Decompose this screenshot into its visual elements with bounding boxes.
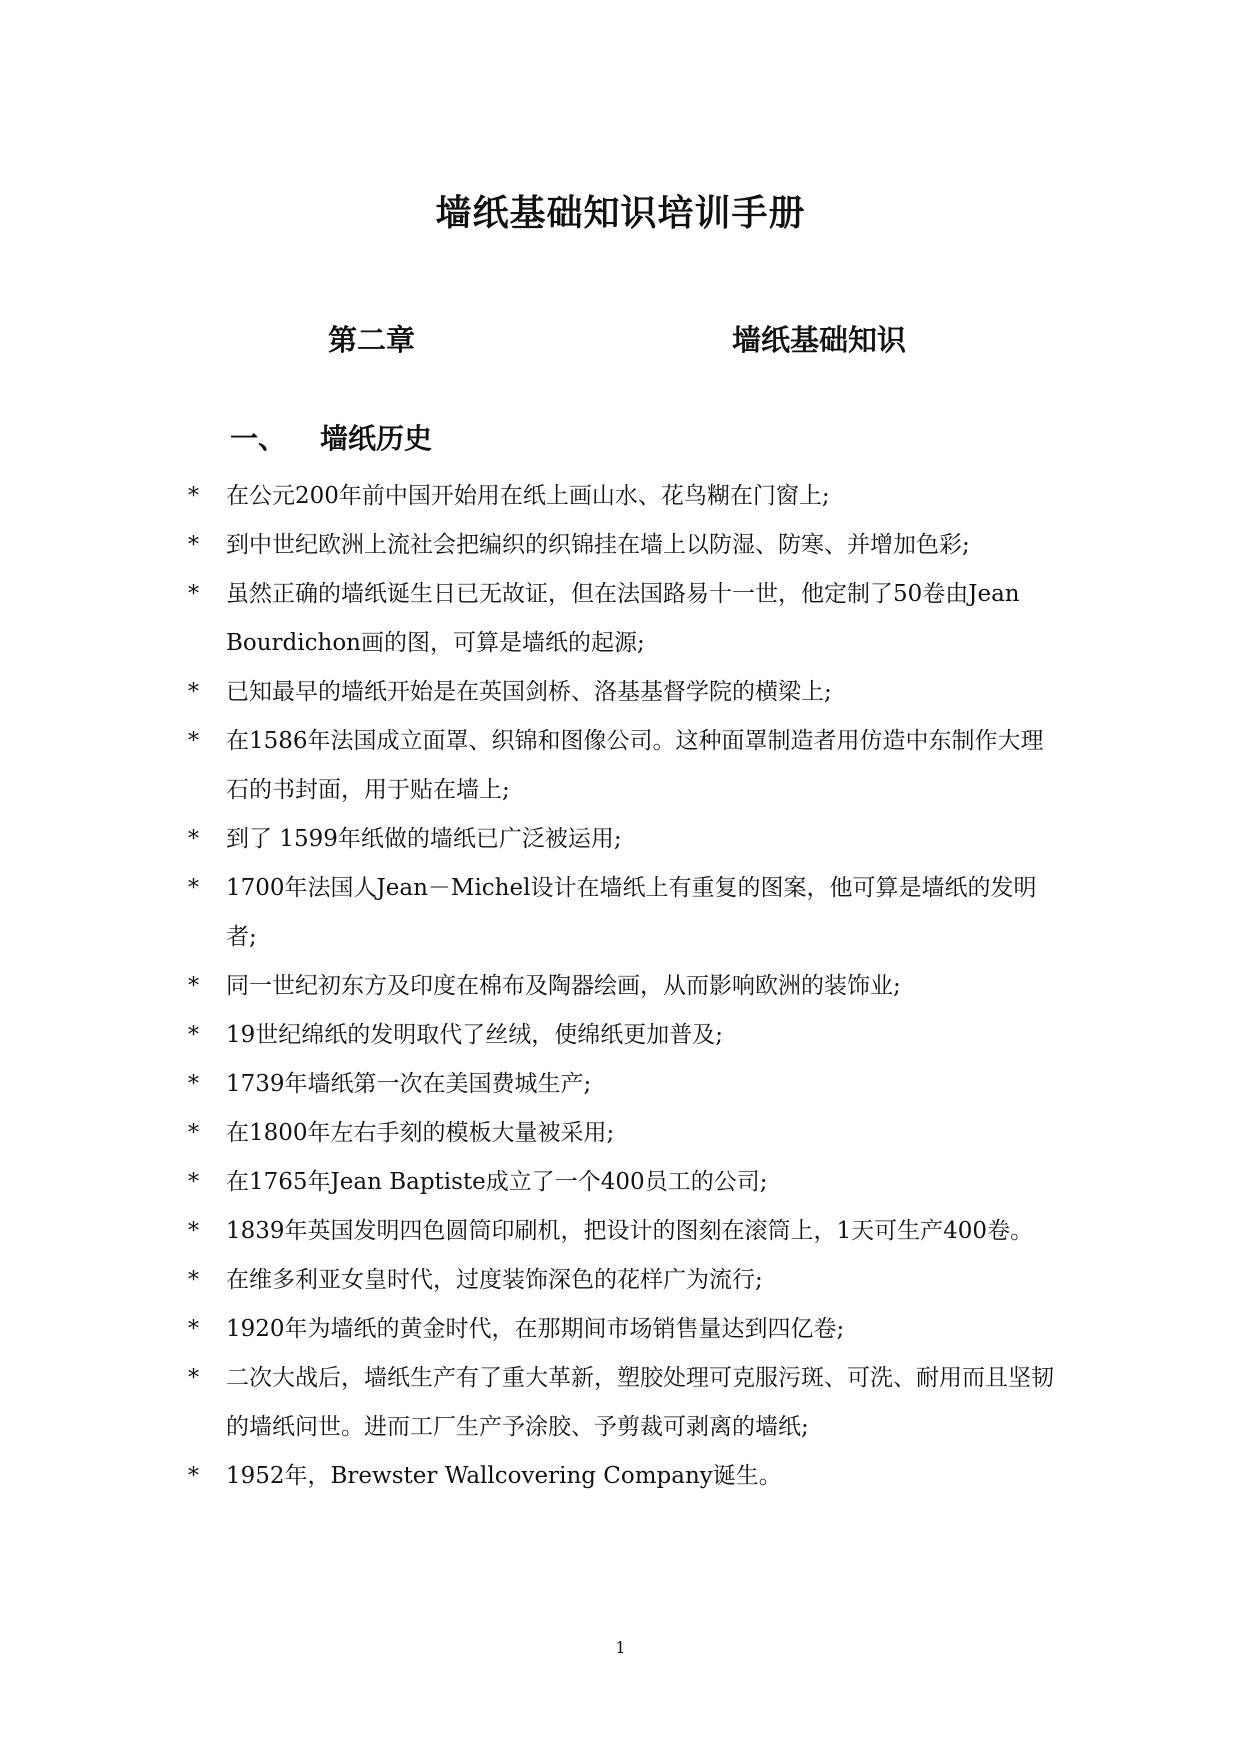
history-item-text: 在1586年法国成立面罩、织锦和图像公司。这种面罩制造者用仿造中东制作大理石的书封面，用于贴在墙上; bbox=[226, 728, 1044, 803]
history-item-text: 同一世纪初东方及印度在棉布及陶器绘画，从而影响欧洲的装饰业; bbox=[226, 973, 901, 999]
history-item-13 bbox=[188, 1207, 1058, 1256]
history-item-text: 1739年墙纸第一次在美国费城生产; bbox=[226, 1071, 592, 1097]
history-item-text: 19世纪绵纸的发明取代了丝绒，使绵纸更加普及; bbox=[226, 1022, 724, 1048]
history-item-9 bbox=[188, 1011, 1058, 1060]
bullet-symbol: * bbox=[188, 582, 199, 607]
bullet-symbol: * bbox=[188, 1317, 199, 1342]
bullet-symbol: * bbox=[188, 1023, 199, 1048]
page-title: 墙纸基础知识培训手册 bbox=[435, 193, 806, 234]
history-item-text: 到了 1599年纸做的墙纸已广泛被运用; bbox=[226, 826, 622, 852]
history-item-14 bbox=[188, 1256, 1058, 1305]
bullet-symbol: * bbox=[188, 680, 199, 705]
page-number: 1 bbox=[615, 1638, 626, 1657]
history-item-10 bbox=[188, 1060, 1058, 1109]
section-number: 一、 bbox=[230, 422, 287, 455]
history-item-15 bbox=[188, 1305, 1058, 1354]
history-item-1 bbox=[188, 472, 1058, 521]
history-item-text: 1952年，Brewster Wallcovering Company诞生。 bbox=[226, 1463, 782, 1489]
history-item-3 bbox=[188, 570, 1058, 668]
history-item-text: 在1765年Jean Baptiste成立了一个400员工的公司; bbox=[226, 1169, 768, 1195]
history-item-17 bbox=[188, 1452, 1058, 1501]
history-item-text: 1839年英国发明四色圆筒印刷机，把设计的图刻在滚筒上，1天可生产400卷。 bbox=[226, 1218, 1034, 1244]
bullet-symbol: * bbox=[188, 1072, 199, 1097]
history-item-text: 虽然正确的墙纸诞生日已无故证，但在法国路易十一世，他定制了50卷由Jean Bourdichon画的图，可算是墙纸的起源; bbox=[226, 581, 1020, 656]
history-item-5 bbox=[188, 717, 1058, 815]
history-item-text: 1700年法国人Jean－Michel设计在墙纸上有重复的图案，他可算是墙纸的发明者; bbox=[226, 875, 1037, 950]
history-item-text: 在1800年左右手刻的模板大量被采用; bbox=[226, 1120, 615, 1146]
bullet-symbol: * bbox=[188, 876, 199, 901]
history-item-6 bbox=[188, 815, 1058, 864]
history-item-16 bbox=[188, 1354, 1058, 1452]
bullet-symbol: * bbox=[188, 974, 199, 999]
bullet-symbol: * bbox=[188, 484, 199, 509]
bullet-symbol: * bbox=[188, 1219, 199, 1244]
history-item-text: 到中世纪欧洲上流社会把编织的织锦挂在墙上以防湿、防寒、并增加色彩; bbox=[226, 532, 970, 558]
history-item-text: 在维多利亚女皇时代，过度装饰深色的花样广为流行; bbox=[226, 1267, 763, 1293]
chapter-number: 第二章 bbox=[328, 323, 416, 357]
section-title: 墙纸历史 bbox=[320, 422, 433, 455]
bullet-symbol: * bbox=[188, 1464, 199, 1489]
history-item-text: 二次大战后，墙纸生产有了重大革新，塑胶处理可克服污斑、可洗、耐用而且坚韧的墙纸问世。进而工厂生产予涂胶、予剪裁可剥离的墙纸; bbox=[226, 1365, 1054, 1440]
history-item-4 bbox=[188, 668, 1058, 717]
history-item-11 bbox=[188, 1109, 1058, 1158]
history-item-7 bbox=[188, 864, 1058, 962]
history-item-2 bbox=[188, 521, 1058, 570]
bullet-symbol: * bbox=[188, 1366, 199, 1391]
bullet-symbol: * bbox=[188, 729, 199, 754]
history-item-text: 1920年为墙纸的黄金时代，在那期间市场销售量达到四亿卷; bbox=[226, 1316, 845, 1342]
bullet-symbol: * bbox=[188, 827, 199, 852]
bullet-symbol: * bbox=[188, 1268, 199, 1293]
chapter-title: 墙纸基础知识 bbox=[732, 323, 907, 357]
bullet-symbol: * bbox=[188, 533, 199, 558]
bullet-symbol: * bbox=[188, 1121, 199, 1146]
history-item-12 bbox=[188, 1158, 1058, 1207]
history-item-8 bbox=[188, 962, 1058, 1011]
history-item-text: 已知最早的墙纸开始是在英国剑桥、洛基基督学院的横梁上; bbox=[226, 679, 832, 705]
bullet-symbol: * bbox=[188, 1170, 199, 1195]
history-item-text: 在公元200年前中国开始用在纸上画山水、花鸟糊在门窗上; bbox=[226, 483, 830, 509]
history-bullet-list bbox=[188, 472, 1058, 1501]
